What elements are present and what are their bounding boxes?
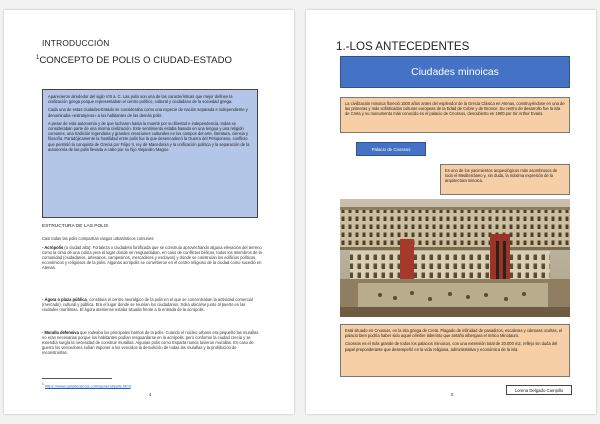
page-number: 4 bbox=[149, 392, 152, 397]
minoan-civilization-box bbox=[340, 97, 570, 133]
term-text: (o ciudad alta): Fortaleza o ciudadela fortificada que se construía aprovechando alguna elevación del terreno como la cima de una colina yera el lugar donde se resguardaban, en caso de conflictos bélicos, todos los miembros de la comunidad (ciudadanos, artesanos, campesinos, mercaderes y esclavos) y donde se construían los edificios políticos, económicos y religiosos de la polis. Algunas acrópolis se convirtieron en el centro religioso de la ciudad como sucedió en Atenas. bbox=[42, 245, 262, 271]
section-banner: Ciudades minoicas bbox=[340, 56, 570, 88]
footnote-number: 1 bbox=[42, 382, 44, 386]
polis-definition-box bbox=[42, 89, 258, 218]
page-title: 1.-LOS ANTECEDENTES bbox=[336, 40, 470, 53]
footnote bbox=[42, 382, 131, 388]
box-paragraph: Aparecieron alrededor del siglo VIII a. C. Las polis son una de las características que mejor definen la civilización griega porque representaban el centro político, cultural y ciudadano de la sociedad griega. bbox=[48, 94, 233, 105]
box-paragraph: Cnossos es el más grande de todos los palacios minoicos, con una extensión total de 20.000 m2, reflejo sin duda del papel preponderante que desempeñó en la vida religiosa, administrativa y económica de la isla. bbox=[345, 341, 558, 352]
list-item-agora bbox=[42, 297, 262, 312]
palace-illustration bbox=[340, 199, 570, 317]
structure-intro: Casi todas las polis compartían rasgos urbanísticos comunes: bbox=[42, 236, 155, 241]
box-text: La civilización minoica floreció 1500 años antes del esplendor de la Grecia Clásica en Atenas, construyéndose en una de las primeras y más sofisticadas culturas europeas de la Edad de Cobre y de Bronce. Su centro de desarrollo fue la isla de Creta y su monumento más conocido es el palacio de Cnossos, descubierto en 1900 por Sir Arthur Evans. bbox=[345, 101, 565, 117]
page-title-text: CONCEPTO DE POLIS O CIUDAD-ESTADO bbox=[39, 55, 232, 66]
term-label: - Acrópolis bbox=[42, 245, 64, 250]
term-text: que rodeaba los principales barrios de la polis. Cuando el núcleo urbano era pequeño las murallas no eran necesarias porque los habitantes podían resguardarse en la acrópolis, pero conforme la ciudad crecía y se extendía surgía la necesidad de construir murallas. Algunas polis como Esparta nunca tuvieron murallas. En caso de guerra los vencedores solían imponer a los vencidos la demolición de todas las murallas y la prohibición de reconstruirlas. bbox=[42, 330, 259, 356]
page-title bbox=[36, 55, 232, 66]
left-page bbox=[4, 10, 294, 414]
right-page bbox=[306, 10, 596, 414]
footnote-ref: 1 bbox=[36, 55, 40, 61]
box-paragraph: A pesar de esta autonomía y de que lucharon hasta la muerte por su libertad e independencia, todas se consideraban parte de una misma civilización. Este sentimiento estaba basado en una lengua y una religión comunes, una tradición legendaria y grandes creaciones culturales en los campos del arte, literatura, ciencia y filosofía. Paradójicamente la hostilidad entre polis fue la que desencadenó la Guerra del Peloponeso, conflicto que permitió la conquista de Grecia por Filipo II, rey de Macedonia y la unificación política y la separación de la autonomía de las polis llevada a cabo por su hijo Alejandro Magno bbox=[48, 120, 250, 152]
box-text: Es uno de los yacimientos arqueológicos más asombrosos de todo el Mediterráneo y, sin duda, la máxima expresión de la arquitectura minoica. bbox=[445, 168, 558, 184]
box-paragraph: Cada una de estas ciudades-Estado se consideraba como una especie de nación separada e independiente y denominaba «extranjeros» a los habitantes de las demás polis. bbox=[48, 107, 248, 118]
box-paragraph: Está situado en Cnossos, en la isla griega de Creta. Plagado de infinidad de pasadizos, escaleras y cámaras ocultas, el palacio bien podría haber sido aquel célebre laberinto que antaño albergara el mítico Minotauro. bbox=[345, 328, 563, 339]
structure-heading: ESTRUCTURA DE LAS POLIS bbox=[42, 224, 109, 229]
palacio-cnossos-button[interactable]: Palacio de Cnossos bbox=[356, 142, 426, 156]
cnossos-palace-photo bbox=[340, 199, 570, 317]
term-label: - Muralla defensiva bbox=[42, 330, 79, 335]
page-number: 5 bbox=[451, 392, 454, 397]
footnote-link[interactable]: https://www.guiadegrecia.com/general/polis.html bbox=[44, 383, 131, 389]
author-label: Lorena Delgado Campillo bbox=[506, 385, 572, 395]
term-label: - Ágora o plaza pública bbox=[42, 297, 87, 302]
list-item-acropolis bbox=[42, 245, 262, 270]
cnossos-location-box bbox=[340, 324, 570, 377]
footnote-divider bbox=[42, 378, 112, 379]
cnossos-description-box bbox=[440, 164, 570, 195]
list-item-muralla bbox=[42, 330, 262, 355]
term-text: , constituía el centro neurálgico de la polis en el que se concentraban la actividad comercial (mercado), cultural y pública. Era el lugar donde se reunían los ciudadanos. Solía ubicarse junto al puerto en las ciudades marítimas. El ágora ateniense estaba situada frente a la entrada de la acrópolis. bbox=[42, 297, 253, 313]
section-label: INTRODUCCIÓN bbox=[42, 38, 110, 48]
